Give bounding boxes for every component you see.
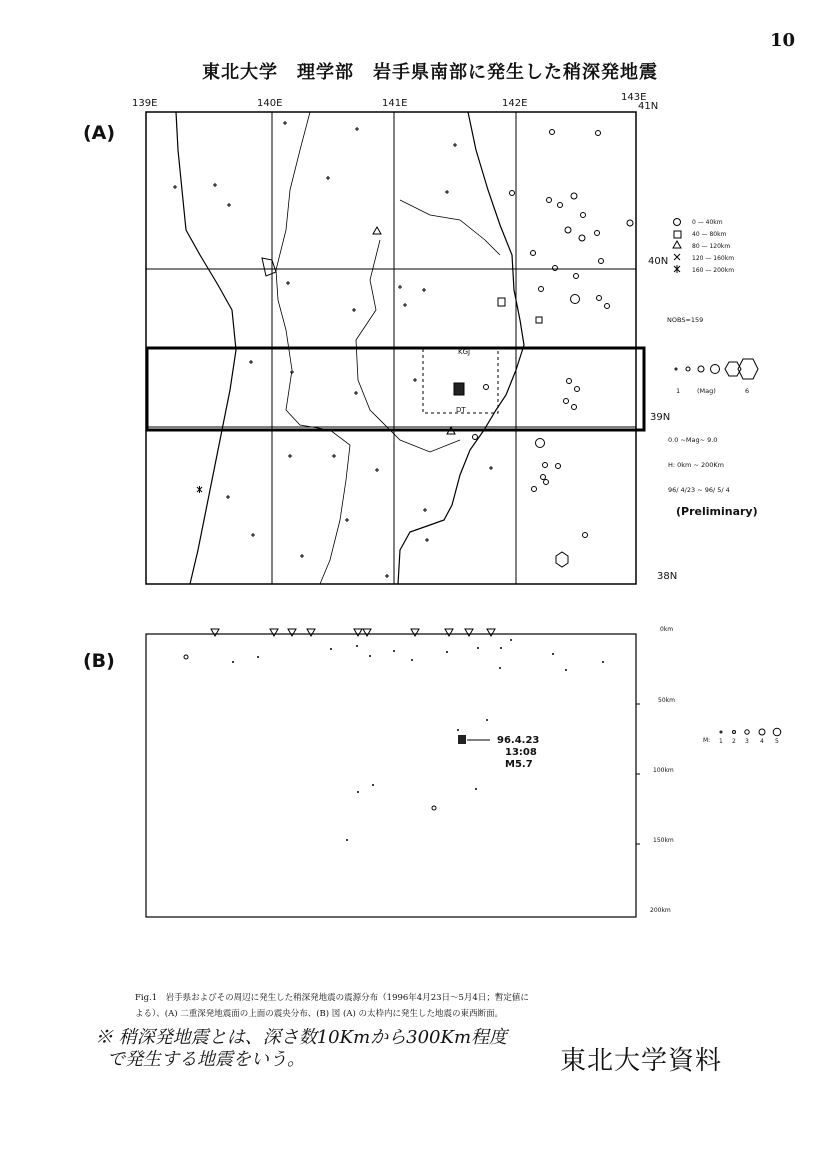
epicenter-plus — [352, 308, 356, 312]
mag-legend-1 — [675, 368, 677, 370]
legend-depth-range-5: 160 — 200km — [692, 267, 735, 274]
legend-depth-range-1: 0 — 40km — [692, 219, 723, 226]
lat-label-39n: 39N — [650, 412, 671, 423]
mag-legend-3 — [698, 366, 704, 372]
epicenter-plus — [226, 495, 230, 499]
lon-label-141e: 141E — [382, 98, 408, 109]
lon-label-139e: 139E — [132, 98, 158, 109]
event-time: 13:08 — [505, 747, 537, 758]
mag-legend-2 — [686, 367, 690, 371]
source-region-box — [423, 348, 498, 413]
date-range: 96/ 4/23 ~ 96/ 5/ 4 — [668, 486, 730, 494]
epicenter-plus — [425, 538, 429, 542]
hypocenter — [330, 648, 332, 650]
mag-scale-1 — [720, 731, 722, 733]
lon-label-143e: 143E — [621, 92, 647, 103]
mainshock-annotation — [497, 735, 539, 771]
depth-label-50: 50km — [658, 697, 675, 704]
event-date: 96.4.23 — [497, 735, 540, 746]
station-label-kgj: KGJ — [458, 348, 471, 356]
station-triangle — [354, 629, 362, 636]
epicenter-plus — [251, 533, 255, 537]
epicenter-square — [536, 317, 542, 323]
station-triangle — [487, 629, 495, 636]
lon-label-140e: 140E — [257, 98, 283, 109]
legend-square-symbol — [674, 231, 681, 238]
epicenter-circle — [595, 231, 600, 236]
epicenter-plus — [288, 454, 292, 458]
epicenter-circle — [571, 193, 577, 199]
epicenter-circle — [547, 198, 552, 203]
mag-scale-2 — [733, 731, 736, 734]
epicenter-circle — [572, 405, 577, 410]
epicenter-circle — [556, 464, 561, 469]
epicenter-circle — [579, 235, 585, 241]
prefecture-border-2 — [356, 200, 500, 452]
epicenter-circle — [599, 259, 604, 264]
epicenter-circle — [510, 191, 515, 196]
epicenter-circle — [596, 131, 601, 136]
station-triangle-group — [211, 629, 495, 636]
legend-circle-symbol — [674, 219, 681, 226]
section-frame — [146, 634, 636, 917]
epicenter-circle — [567, 379, 572, 384]
epicenter-plus — [283, 121, 287, 125]
epicenter-plus — [300, 554, 304, 558]
hypocenter — [257, 656, 259, 658]
mag-scale-value-3: 3 — [745, 738, 749, 745]
epicenter-circle — [564, 399, 569, 404]
hypocenter — [565, 669, 567, 671]
lat-label-41n: 41N — [638, 101, 659, 112]
mag-scale-3 — [745, 730, 749, 734]
selection-box — [147, 348, 644, 430]
epicenter-plus — [385, 574, 389, 578]
epicenter-circle — [553, 266, 558, 271]
epicenter-circle — [550, 130, 555, 135]
station-triangle — [465, 629, 473, 636]
hypocenter-group — [184, 639, 604, 841]
mainshock-hypocenter — [458, 735, 466, 744]
epicenter-plus — [249, 360, 253, 364]
hypocenter — [184, 655, 188, 659]
preliminary-label: (Preliminary) — [676, 505, 758, 518]
mag-legend-min: 1 — [676, 387, 681, 395]
mag-legend-4 — [711, 365, 720, 374]
station-triangle — [411, 629, 419, 636]
epicenter-circle — [558, 203, 563, 208]
mag-scale-prefix: M: — [703, 737, 711, 744]
mag-legend-label: (Mag) — [697, 387, 716, 395]
mag-scale-value-1: 1 — [719, 738, 723, 745]
epicenter-plus — [354, 391, 358, 395]
note-line-1: ※ 稍深発地震とは、深さ数10Kmから300Km程度 — [95, 1027, 508, 1048]
epicenter-circle — [605, 304, 610, 309]
depth-label-150: 150km — [653, 837, 674, 844]
epicenter-plus — [489, 466, 493, 470]
epicenter-plus — [173, 185, 177, 189]
depth-label-200: 200km — [650, 907, 671, 914]
hypocenter — [510, 639, 512, 641]
epicenter-square — [498, 298, 505, 306]
hypocenter — [393, 650, 395, 652]
hypocenter — [446, 651, 448, 653]
epicenter-circle — [543, 463, 548, 468]
figure-caption — [135, 990, 735, 1022]
epicenter-triangle — [373, 227, 381, 234]
epicenter-circle — [575, 387, 580, 392]
hypocenter — [475, 788, 477, 790]
station-triangle — [445, 629, 453, 636]
epicenter-circle — [581, 213, 586, 218]
epicenter-circle — [565, 227, 571, 233]
depth-label-0: 0km — [660, 626, 674, 633]
epicenter-plus — [355, 127, 359, 131]
epicenter-plus — [332, 454, 336, 458]
epicenter-plus — [345, 518, 349, 522]
mag-scale-5 — [773, 728, 781, 736]
hypocenter — [477, 647, 479, 649]
hypocenter — [369, 655, 371, 657]
epicenter-circle — [539, 287, 544, 292]
station-label-dt: DT — [456, 406, 466, 414]
panel-b-label: (B) — [83, 650, 115, 672]
hypocenter — [356, 645, 358, 647]
epicenter-plus — [445, 190, 449, 194]
hypocenter — [486, 719, 488, 721]
hypocenter — [232, 661, 234, 663]
epicenter-plus — [398, 285, 402, 289]
lat-label-38n: 38N — [657, 571, 678, 582]
legend-depth-range-3: 80 — 120km — [692, 243, 731, 250]
epicenter-plus — [422, 288, 426, 292]
hypocenter — [499, 667, 501, 669]
depth-range: H: 0km ~ 200Km — [668, 461, 724, 469]
epicenter-circle — [627, 220, 633, 226]
epicenter-circle — [571, 295, 580, 304]
epicenter-circle — [544, 480, 549, 485]
page-title: 東北大学 理学部 岩手県南部に発生した稍深発地震 — [202, 62, 658, 83]
legend-triangle-symbol — [673, 241, 681, 248]
epicenter-plus — [286, 281, 290, 285]
epicenter-circle — [484, 385, 489, 390]
station-triangle — [307, 629, 315, 636]
note-line-2: で発生する地震をいう。 — [107, 1049, 305, 1070]
station-triangle — [211, 629, 219, 636]
hypocenter — [411, 659, 413, 661]
mag-scale-group — [720, 728, 781, 736]
epicenter-plus — [453, 143, 457, 147]
mag-range: 0.0 ~Mag~ 9.0 — [668, 436, 718, 444]
hypocenter — [602, 661, 604, 663]
mag-scale-value-2: 2 — [732, 738, 736, 745]
hypocenter — [500, 647, 502, 649]
hypocenter — [372, 784, 374, 786]
nobs-label: NOBS=159 — [667, 316, 704, 324]
mag-legend-max: 6 — [745, 387, 750, 395]
epicenter-plus — [403, 303, 407, 307]
epicenter-circle — [541, 475, 546, 480]
epicenter-asterisk — [197, 486, 202, 493]
caption-line-1: Fig.1 岩手県およびその周辺に発生した稍深発地震の震源分布（1996年4月23日～5月4日；暫定値に — [135, 993, 529, 1003]
mag-legend-5 — [725, 362, 741, 376]
mag-scale-value-4: 4 — [760, 738, 764, 745]
epicenter-circle — [583, 533, 588, 538]
epicenter-plus — [413, 378, 417, 382]
panel-a-label: (A) — [83, 122, 116, 144]
mag-scale-value-5: 5 — [775, 738, 779, 745]
mag-scale-4 — [759, 729, 765, 735]
epicenter-plus — [326, 176, 330, 180]
legend-depth-range-4: 120 — 160km — [692, 255, 735, 262]
epicenter-plus — [375, 468, 379, 472]
page-number: 10 — [770, 30, 796, 51]
epicenter-plus — [423, 508, 427, 512]
epicenter-circle — [531, 251, 536, 256]
epicenter-circle — [597, 296, 602, 301]
station-triangle — [270, 629, 278, 636]
station-triangle — [288, 629, 296, 636]
event-magnitude: M5.7 — [505, 759, 533, 770]
legend-depth-range-2: 40 — 80km — [692, 231, 727, 238]
source-credit: 東北大学資料 — [560, 1046, 723, 1076]
depth-cross-section — [0, 620, 816, 930]
caption-line-2: よる）、(A) 二重深発地震面の上面の震央分布、(B) 図 (A) の太枠内に発生した地震の東西断面。 — [135, 1009, 503, 1019]
handwritten-note — [95, 1027, 507, 1071]
large-event-hexagon — [556, 552, 568, 567]
legend-asterisk-symbol — [674, 265, 680, 273]
mainshock-marker — [454, 383, 464, 395]
hypocenter — [552, 653, 554, 655]
epicenter-plus — [227, 203, 231, 207]
epicenter-circle — [473, 435, 478, 440]
oga-peninsula — [262, 258, 276, 276]
epicenter-circle — [574, 274, 579, 279]
hypocenter — [357, 791, 359, 793]
hypocenter — [457, 729, 459, 731]
epicenter-plus — [213, 183, 217, 187]
epicenter-plus — [290, 370, 294, 374]
station-triangle — [363, 629, 371, 636]
epicenter-circle-group — [473, 130, 634, 538]
depth-label-100: 100km — [653, 767, 674, 774]
hypocenter — [346, 839, 348, 841]
lon-label-142e: 142E — [502, 98, 528, 109]
epicenter-circle — [536, 439, 545, 448]
legend-cross-symbol — [674, 254, 680, 260]
hypocenter — [432, 806, 436, 810]
epicenter-circle — [532, 487, 537, 492]
lat-label-40n: 40N — [648, 256, 669, 267]
